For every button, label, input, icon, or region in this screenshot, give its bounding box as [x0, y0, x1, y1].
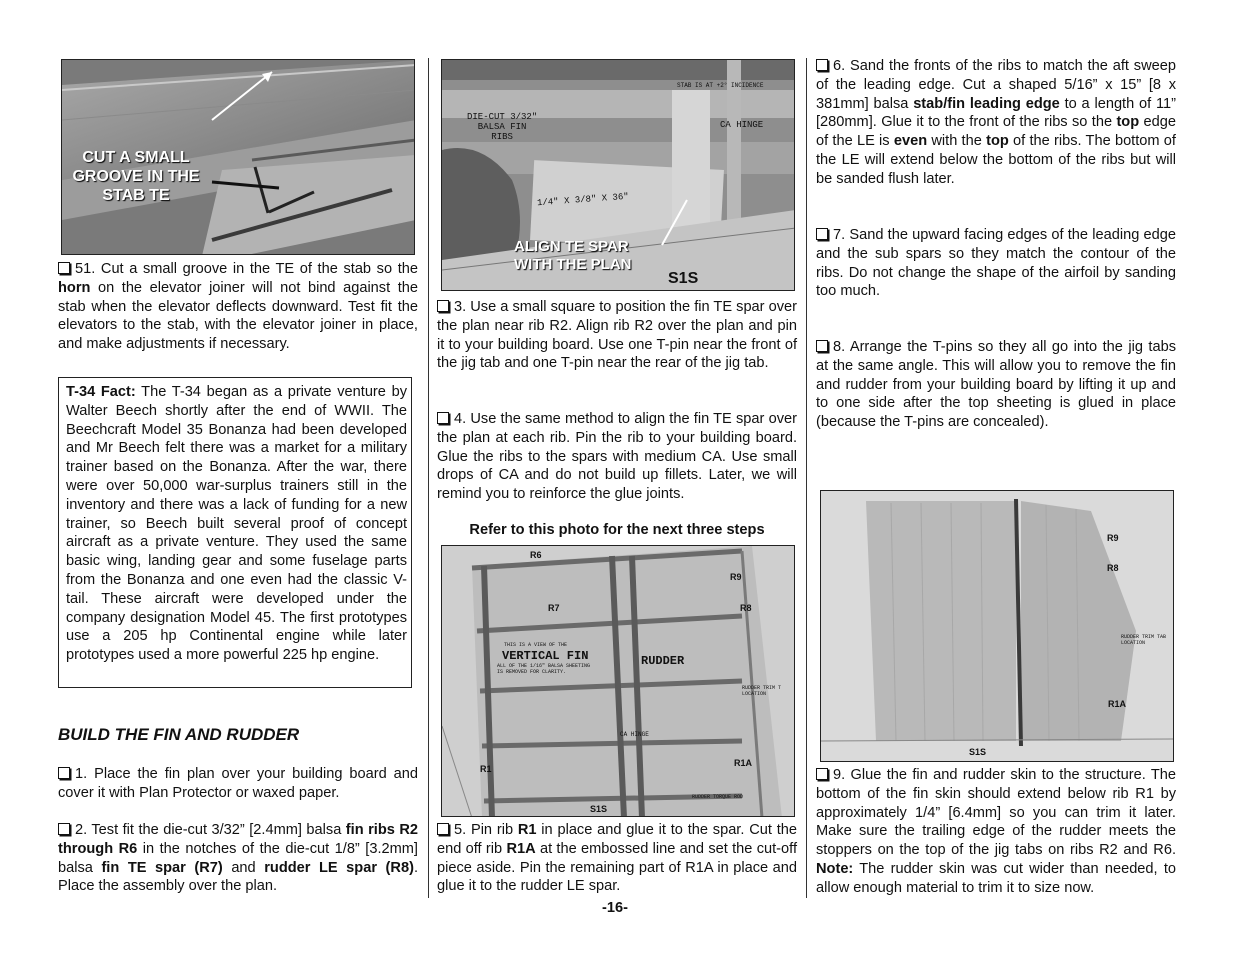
photo3-title-note: [504, 642, 567, 648]
step-text: 2. Test fit the die-cut 3/32” [2.4mm] balsa: [75, 822, 346, 838]
step-text: in the notches of the die-cut 1/8” [3.2mm] balsa: [58, 840, 418, 876]
photo3-label-r9: R9: [730, 572, 742, 582]
step-text: with the: [927, 133, 987, 150]
step-bold: R1A: [506, 840, 536, 857]
checkbox-step-3[interactable]: [437, 300, 449, 312]
step-bold: top: [986, 133, 1009, 150]
step-text: . Place the assembly over the plan.: [58, 859, 418, 895]
label-line: BALSA FIN: [477, 122, 527, 132]
photo3-label-r1a: R1A: [734, 758, 753, 768]
label-line: DIE-CUT 3/32": [467, 112, 538, 122]
step-text: in place and glue it to the spar. Cut the end off rib: [437, 822, 797, 857]
checkbox-step-6[interactable]: [816, 59, 828, 71]
step-text: 7. Sand the upward facing edges of the leading edge and the sub spars so they match the contour of the ribs. Do not change the shape of the airfoil by sanding too much.: [816, 227, 1176, 300]
checkbox-step-8[interactable]: [816, 340, 828, 352]
photo4-label-r1a: R1A: [1108, 699, 1127, 709]
photo-align-te-spar: [441, 59, 795, 291]
photo3-torque-label: RUDDER TORQUE ROD: [692, 794, 744, 800]
label-line: RUDDER TRIM T: [742, 685, 782, 691]
step-text: 4. Use the same method to align the fin TE spar over the plan at each rib. Pin the rib to your building board. Glue the ribs to the spars with medium CA. Use small drops of CA and do not build up fillets. Later, we will remind you to reinforce the glue joints.: [437, 411, 797, 503]
photo4-label-r8: R8: [1107, 563, 1119, 573]
step-9: [816, 766, 1176, 898]
photo3-label-r1: R1: [480, 764, 492, 774]
step-text: 1. Place the fin plan over your building board and cover it with Plan Protector or waxed paper.: [58, 766, 418, 801]
step-bold: stab/fin leading edge: [913, 95, 1060, 112]
page-number: -16-: [602, 900, 628, 916]
label-line: LOCATION: [742, 691, 767, 697]
photo2-callout: [514, 238, 632, 274]
photo3-rudder-label: RUDDER: [641, 654, 685, 668]
photo3-trim-label: [742, 685, 781, 697]
label-line: CUT A SMALL: [82, 149, 190, 166]
step-bold: fin ribs R2 through R6: [58, 822, 418, 857]
photo4-label-r9: R9: [1107, 533, 1119, 543]
t34-fact-text: [66, 383, 407, 665]
step-text: and: [222, 859, 265, 876]
fact-label: T-34 Fact:: [66, 384, 136, 400]
photo-reference-caption: Refer to this photo for the next three steps: [469, 522, 765, 538]
photo2-label-spar-size: 1/4" X 3/8" X 36": [536, 191, 630, 209]
checkbox-step-2[interactable]: [58, 823, 70, 835]
photo3-label-r8: R8: [740, 603, 752, 613]
fact-text: The T-34 began as a private venture by Walter Beech shortly after the end of WWII. The Beechcraft Model 35 Bonanza had been developed and Mr Beech felt there was a market for a military trainer based on the Bonanza. After the war, there were over 50,000 war-surplus trainers still in the inventory and there was a lack of funding for a new trainer, so Beech built several proof of concept aircraft as a private venture. They used the same basic wing, landing gear and some fuselage parts from the Bonanza and one even had the classic V-tail. These aircraft were developed under the company designation Model 45. The first prototypes use a 205 hp Continental engine while later prototypes used a more powerful 225 hp engine.: [66, 384, 407, 664]
label-line: THIS IS A VIEW OF THE: [504, 642, 568, 648]
step-text: to a length of 11” [280mm]. Glue it to the front of the ribs so the: [816, 95, 1176, 131]
section-heading: BUILD THE FIN AND RUDDER: [58, 725, 300, 744]
step-bold: rudder LE spar (R8): [264, 859, 414, 876]
photo2-label-hinge: CA HINGE: [720, 120, 764, 130]
step-7: [816, 226, 1176, 301]
step-text: edge of the LE is: [816, 114, 1176, 150]
photo-fin-skin-art: [821, 491, 1174, 762]
step-bold: R1: [517, 822, 537, 838]
step-text: at the embossed line and set the cut-off piece aside. Pin the remaining part of R1A in place and glue it to the rudder LE spar.: [437, 840, 797, 895]
photo2-label-sheet: S1S: [668, 270, 699, 287]
step-bold: top: [1116, 114, 1140, 131]
step-text: on the elevator joiner will not bind against the stab when the elevator deflects downward. Test fit the elevators to the stab, with the elevator joiner in place, and make adjustments if necessary.: [58, 279, 418, 353]
checkbox-step-5[interactable]: [437, 823, 449, 835]
photo3-sheet-label: S1S: [590, 804, 608, 814]
step-text: The rudder skin was cut wider than needed, to allow enough material to trim it to size now.: [816, 860, 1176, 896]
checkbox-step-1[interactable]: [58, 767, 70, 779]
photo2-label-ribs: [467, 112, 537, 142]
photo-stab-groove: [61, 59, 415, 255]
step-bold: fin TE spar (R7): [101, 859, 223, 876]
column-divider-right: [806, 58, 807, 898]
step-4: [437, 410, 797, 504]
photo2-label-incidence: STAB IS AT +2° INCIDENCE: [677, 82, 764, 89]
photo4-trim-label: RUDDER TRIM TAB LOCATION: [1121, 634, 1167, 646]
photo-vertical-fin-plan: [441, 545, 795, 817]
step-51: [58, 260, 418, 354]
photo3-label-r6: R6: [530, 550, 542, 560]
photo-stab-groove-label: [66, 148, 206, 205]
step-text: 6. Sand the fronts of the ribs to match the aft sweep of the leading edge. Cut a shaped 5/16” x 15” [8 x 381mm] balsa: [816, 58, 1176, 112]
photo-vertical-fin-plan-art: [442, 546, 795, 817]
step-1: [58, 765, 418, 803]
checkbox-step-4[interactable]: [437, 412, 449, 424]
checkbox-step-51[interactable]: [58, 262, 70, 274]
step-text: 5. Pin rib: [454, 822, 518, 838]
step-8: [816, 338, 1176, 432]
label-line: RIBS: [491, 132, 513, 142]
column-divider-left: [428, 58, 429, 898]
label-line: IS REMOVED FOR CLARITY.: [497, 669, 567, 675]
t34-fact-box: [58, 377, 412, 688]
step-text: 8. Arrange the T-pins so they all go into the jig tabs at the same angle. This will allow you to remove the fin and rudder from your building board by lifting it up and to one side after the top sheeting is glued in place (because the T-pins are concealed).: [816, 339, 1176, 431]
step-text: of the ribs. The bottom of the LE will extend below the bottom of the ribs but will be sanded flush later.: [816, 133, 1176, 187]
step-3: [437, 298, 797, 373]
label-line: GROOVE IN THE: [72, 168, 200, 185]
step-bold: horn: [58, 279, 91, 296]
photo3-title: VERTICAL FIN: [502, 649, 589, 663]
step-5: [437, 821, 797, 896]
photo3-label-r7: R7: [548, 603, 560, 613]
photo3-hinge-label: CA HINGE: [620, 731, 649, 738]
checkbox-step-9[interactable]: [816, 768, 828, 780]
photo4-sheet-label: S1S: [969, 747, 987, 757]
label-line: ALL OF THE 1/16" BALSA SHEETING: [497, 663, 591, 669]
step-2: [58, 821, 418, 896]
label-line: STAB TE: [102, 187, 170, 204]
step-6: [816, 57, 1176, 189]
step-bold: even: [893, 133, 928, 150]
step-text: 3. Use a small square to position the fin TE spar over the plan near rib R2. Align rib R2 over the plan and pin it to your building board. Use one T-pin near the front of the jig tab and one T-pin near the rear of the jig tab.: [437, 299, 797, 372]
photo3-title-note-2: [497, 663, 590, 675]
checkbox-step-7[interactable]: [816, 228, 828, 240]
label-line: ALIGN TE SPAR: [514, 238, 629, 255]
step-bold: Note:: [816, 860, 854, 877]
step-text: 51. Cut a small groove in the TE of the stab so the: [75, 261, 418, 277]
photo-fin-skin: [820, 490, 1174, 762]
step-text: 9. Glue the fin and rudder skin to the structure. The bottom of the fin skin should extend below rib R1 by approximately 1/4” [6.4mm] so you can trim it later. Make sure the trailing edge of the rudder meets the stoppers on the top of the jig tabs on ribs R2 and R6.: [816, 767, 1176, 859]
label-line: WITH THE PLAN: [514, 256, 632, 273]
